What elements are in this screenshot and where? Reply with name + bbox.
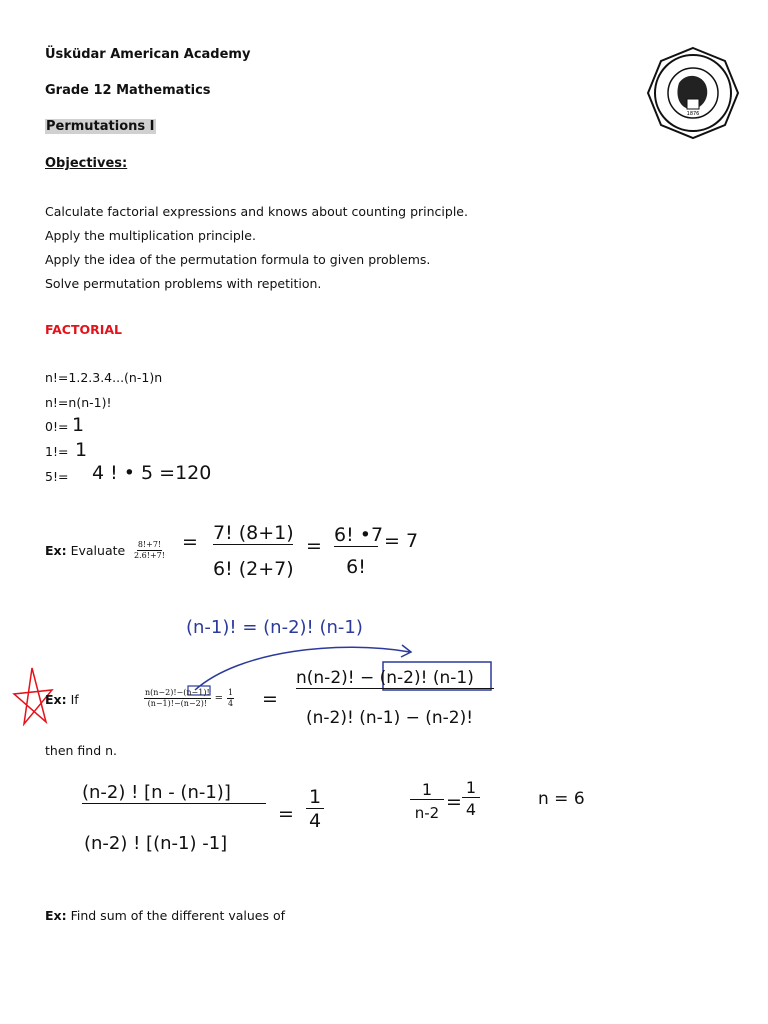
example1-equals-1: =	[182, 531, 198, 553]
example1-work-den: 6! (2+7)	[213, 558, 294, 580]
example2-step-rhs-den: 4	[308, 810, 322, 832]
example2-then: then find n.	[45, 743, 118, 758]
example2-reduced-equals: =	[446, 791, 462, 813]
example2-rhs-num: 1	[228, 688, 234, 697]
example1-label: Ex:	[45, 543, 67, 558]
example2-label: Ex:	[45, 692, 67, 707]
course-name: Grade 12 Mathematics	[45, 83, 211, 98]
example2-text: If	[70, 692, 79, 707]
objectives-heading: Objectives:	[45, 156, 128, 171]
topic-title	[45, 119, 156, 134]
example2-reduced-den: n-2	[414, 804, 440, 822]
school-name: Üsküdar American Academy	[45, 47, 251, 62]
factorial-line-5: 5!=	[45, 469, 69, 484]
example2-step-rhs-num: 1	[306, 786, 324, 809]
objective-3: Apply the idea of the permutation formula to given problems.	[45, 252, 431, 267]
example2-rhs-den: 4	[228, 699, 234, 708]
factorial-line-4: 1!=	[45, 444, 69, 459]
example1-text: Evaluate	[70, 543, 126, 558]
example2-reduced-num: 1	[410, 780, 444, 800]
example3-text: Find sum of the different values of	[70, 908, 286, 923]
example1-simplified-num: 6! •7	[334, 524, 384, 546]
example2-prompt	[45, 692, 79, 707]
example2-fraction-den: (n−1)!−(n−2)!	[147, 699, 208, 708]
example2-reduced-rhs-den: 4	[465, 800, 477, 819]
factorial-heading: FACTORIAL	[45, 322, 123, 337]
example1-fraction-den: 2.6!+7!	[134, 551, 165, 560]
objective-1: Calculate factorial expressions and knows about counting principle.	[45, 204, 468, 219]
example1-fraction-num: 8!+7!	[137, 540, 162, 549]
example2-reduced-rhs-num: 1	[462, 778, 480, 798]
handwritten-one-factorial: 1	[75, 439, 88, 461]
example2-equals-hand: =	[262, 688, 278, 710]
example1-prompt	[45, 543, 125, 558]
topic-highlight: Permutations I	[46, 119, 155, 134]
example3-prompt	[45, 908, 285, 923]
objective-4: Solve permutation problems with repetition.	[45, 276, 322, 291]
example1-result: = 7	[384, 530, 419, 552]
example2-step-equals: =	[278, 803, 294, 825]
factorial-line-3: 0!=	[45, 419, 69, 434]
example2-annotation: (n-1)! = (n-2)! (n-1)	[186, 617, 363, 638]
annotation-arrow-head	[401, 645, 411, 657]
example1-fraction	[133, 540, 166, 561]
example2-fraction	[144, 688, 234, 709]
example3-label: Ex:	[45, 908, 67, 923]
example2-work-num: n(n-2)! − (n-2)! (n-1)	[296, 668, 494, 689]
example2-answer: n = 6	[538, 789, 585, 809]
example1-simplified-den: 6!	[346, 556, 366, 578]
logo-year: 1876	[686, 111, 700, 117]
example2-work-den: (n-2)! (n-1) − (n-2)!	[306, 708, 474, 728]
example1-equals-2: =	[306, 535, 322, 557]
school-seal-logo	[648, 48, 738, 138]
example2-step-den: (n-2) ! [(n-1) -1]	[84, 833, 228, 854]
objective-2: Apply the multiplication principle.	[45, 228, 256, 243]
handwritten-five-factorial: 4 ! • 5 =120	[92, 462, 212, 484]
example1-work-num: 7! (8+1)	[213, 522, 294, 544]
example2-step-num: (n-2) ! [n - (n-1)]	[82, 782, 266, 804]
example2-fraction-num: n(n−2)!−(n−1)!	[145, 688, 210, 697]
factorial-line-2: n!=n(n-1)!	[45, 395, 112, 410]
factorial-line-1: n!=1.2.3.4...(n-1)n	[45, 370, 163, 385]
example2-equals: =	[214, 693, 224, 704]
handwritten-zero-factorial: 1	[72, 414, 85, 436]
